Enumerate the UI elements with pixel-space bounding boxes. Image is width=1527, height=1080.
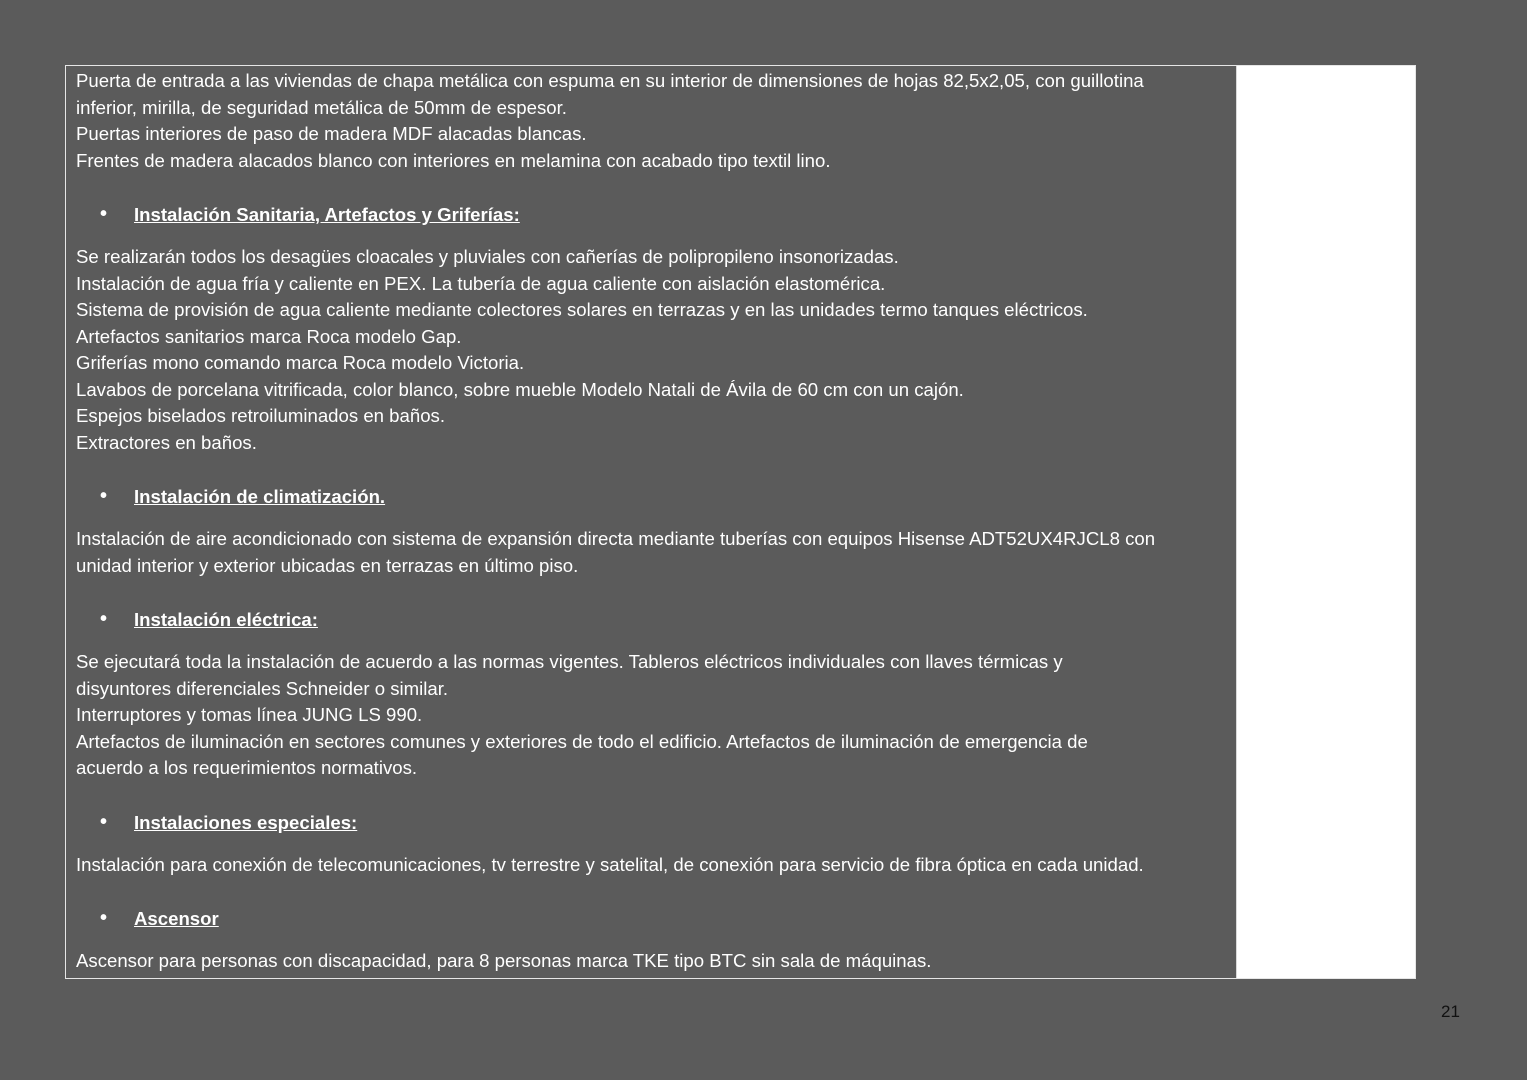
intro-line: Frentes de madera alacados blanco con interiores en melamina con acabado tipo textil lino.	[76, 149, 831, 171]
section-line: Se realizarán todos los desagües cloacales y pluviales con cañerías de polipropileno insonorizadas.	[76, 246, 899, 267]
bullet-icon: •	[100, 608, 108, 630]
bullet-icon: •	[100, 203, 108, 225]
section-line: Lavabos de porcelana vitrificada, color blanco, sobre mueble Modelo Natali de Ávila de 60 cm con un cajón.	[76, 378, 964, 400]
bullet-icon: •	[100, 485, 108, 507]
spec-text-cell	[66, 66, 1236, 978]
section-heading-climatizacion	[76, 483, 1228, 510]
section-heading-sanitaria	[76, 201, 1228, 228]
section-line: Instalación de aire acondicionado con sistema de expansión directa mediante tuberías con equipos Hisense ADT52UX4RJCL8 con	[76, 528, 1156, 549]
section-heading-text: Instalación Sanitaria, Artefactos y Griferías:	[134, 204, 520, 225]
section-line: Artefactos de iluminación en sectores comunes y exteriores de todo el edificio. Artefactos de iluminación de emergencia de	[76, 730, 1088, 752]
section-heading-especiales	[76, 809, 1228, 836]
section-line: Instalación de agua fría y caliente en PEX. La tubería de agua caliente con aislación elastomérica.	[76, 272, 886, 294]
spec-table	[65, 65, 1416, 979]
section-line: Artefactos sanitarios marca Roca modelo Gap.	[76, 325, 462, 347]
bullet-icon: •	[100, 907, 108, 929]
section-line: disyuntores diferenciales Schneider o similar.	[76, 677, 449, 699]
section-line: Extractores en baños.	[76, 431, 257, 453]
intro-line: Puertas interiores de paso de madera MDF alacadas blancas.	[76, 123, 587, 144]
intro-line: inferior, mirilla, de seguridad metálica de 50mm de espesor.	[76, 96, 567, 118]
bullet-icon: •	[100, 810, 108, 833]
section-line: unidad interior y exterior ubicadas en terrazas en último piso.	[76, 554, 579, 576]
section-line: Interruptores y tomas línea JUNG LS 990.	[76, 704, 423, 725]
section-heading-electrica	[76, 606, 1228, 633]
section-heading-text: Instalaciones especiales:	[134, 811, 358, 833]
section-heading-text: Instalación eléctrica:	[134, 609, 318, 630]
section-heading-text: Instalación de climatización.	[134, 486, 386, 507]
section-line: Instalación para conexión de telecomunicaciones, tv terrestre y satelital, de conexión para servicio de fibra óptica en cada unidad.	[76, 853, 1144, 875]
section-line: Sistema de provisión de agua caliente mediante colectores solares en terrazas y en las unidades termo tanques eléctricos.	[76, 299, 1088, 320]
intro-line: Puerta de entrada a las viviendas de chapa metálica con espuma en su interior de dimensiones de hojas 82,5x2,05, con guillotina	[76, 70, 1144, 91]
section-line: Ascensor para personas con discapacidad, para 8 personas marca TKE tipo BTC sin sala de máquinas.	[76, 950, 932, 971]
section-heading-ascensor	[76, 905, 1228, 932]
section-line: acuerdo a los requerimientos normativos.	[76, 757, 418, 778]
empty-side-cell	[1236, 66, 1415, 978]
section-heading-text: Ascensor	[134, 908, 219, 929]
page-number: 21	[1441, 1002, 1460, 1021]
section-line: Espejos biselados retroiluminados en baños.	[76, 405, 445, 426]
section-line: Griferías mono comando marca Roca modelo Victoria.	[76, 352, 525, 373]
section-line: Se ejecutará toda la instalación de acuerdo a las normas vigentes. Tableros eléctricos individuales con llaves térmicas y	[76, 651, 1063, 672]
